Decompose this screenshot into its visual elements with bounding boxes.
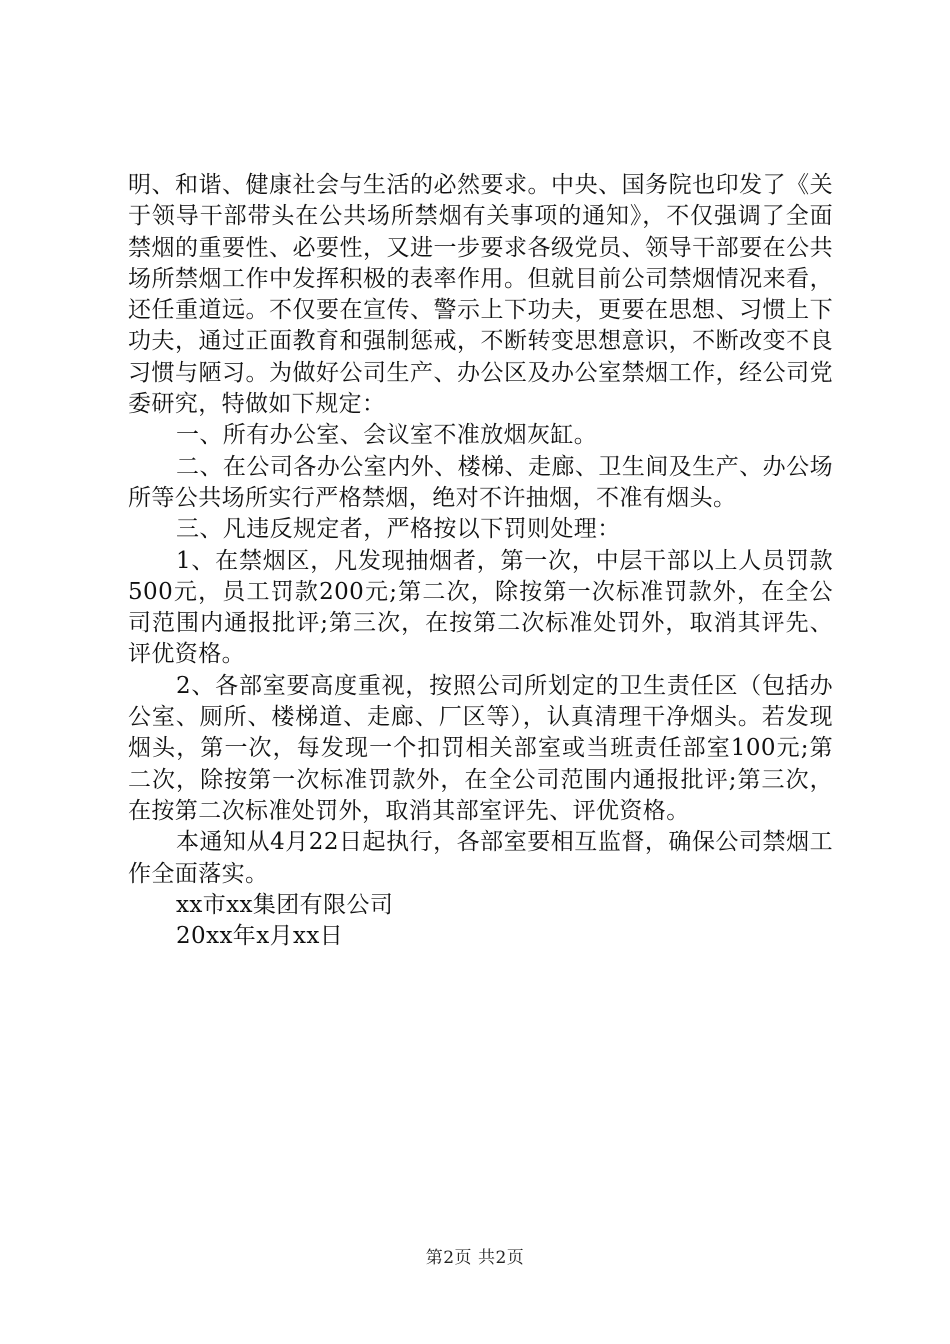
signature-company: xx市xx集团有限公司 <box>176 891 394 918</box>
document-body <box>128 170 833 952</box>
paragraph-penalty-1: 1、在禁烟区，凡发现抽烟者，第一次，中层干部以上人员罚款500元，员工罚款200元;第二次，除按第一次标准罚款外，在全公司范围内通报批评;第三次，在按第二次标准处罚外，取消其评先、评优资格。 <box>128 547 833 668</box>
paragraph-effective-date: 本通知从4月22日起执行，各部室要相互监督，确保公司禁烟工作全面落实。 <box>128 829 833 887</box>
paragraph-penalty-2: 2、各部室要高度重视，按照公司所划定的卫生责任区（包括办公室、厕所、楼梯道、走廊、厂区等），认真清理干净烟头。若发现烟头，第一次，每发现一个扣罚相关部室或当班责任部室100元;第二次，除按第一次标准罚款外，在全公司范围内通报批评;第三次，在按第二次标准处罚外，取消其部室评先、评优资格。 <box>128 672 833 824</box>
signature-date: 20xx年x月xx日 <box>176 923 344 950</box>
page-footer <box>0 1243 950 1268</box>
paragraph-rule-3: 三、凡违反规定者，严格按以下罚则处理： <box>176 516 621 543</box>
paragraph-rule-2: 二、在公司各办公室内外、楼梯、走廊、卫生间及生产、办公场所等公共场所实行严格禁烟，绝对不许抽烟，不准有烟头。 <box>128 453 833 511</box>
paragraph-rule-1: 一、所有办公室、会议室不准放烟灰缸。 <box>176 422 598 449</box>
page-indicator: 第2页 共2页 <box>425 1248 525 1268</box>
paragraph-intro-continued: 明、和谐、健康社会与生活的必然要求。中央、国务院也印发了《关于领导干部带头在公共场所禁烟有关事项的通知》，不仅强调了全面禁烟的重要性、必要性，又进一步要求各级党员、领导干部要在公共场所禁烟工作中发挥积极的表率作用。但就目前公司禁烟情况来看，还任重道远。不仅要在宣传、警示上下功夫，更要在思想、习惯上下功夫，通过正面教育和强制惩戒，不断转变思想意识，不断改变不良习惯与陋习。为做好公司生产、办公区及办公室禁烟工作，经公司党委研究，特做如下规定： <box>128 172 833 418</box>
